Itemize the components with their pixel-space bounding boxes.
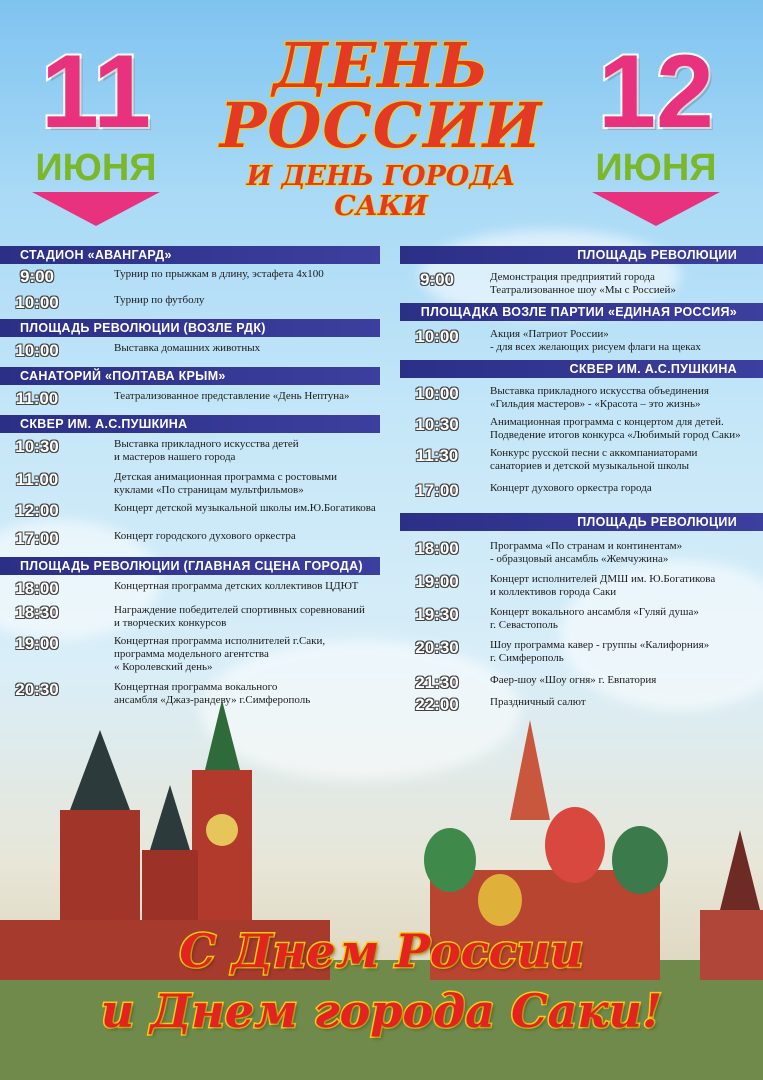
event-time: 10:30 xyxy=(415,415,459,434)
event-row xyxy=(400,327,763,354)
arrow-down-icon xyxy=(32,192,160,226)
event-description xyxy=(474,481,652,495)
event-row xyxy=(400,415,763,442)
event-description xyxy=(74,501,376,515)
title-line-3: И ДЕНЬ ГОРОДА САКИ xyxy=(246,161,516,222)
event-description-line: Выставка домашних животных xyxy=(114,342,261,354)
event-row xyxy=(0,579,380,599)
event-time: 17:00 xyxy=(15,529,59,548)
event-description-line: Праздничный салют xyxy=(490,696,586,708)
event-row xyxy=(400,384,763,411)
venue-header: СТАДИОН «АВАНГАРД» xyxy=(0,246,380,264)
event-time: 10:00 xyxy=(415,327,459,346)
event-description xyxy=(474,605,699,632)
event-description-line: Подведение итогов конкурса «Любимый город Саки» xyxy=(490,429,741,441)
event-time: 19:00 xyxy=(15,634,59,653)
event-description xyxy=(474,572,715,599)
event-time: 18:00 xyxy=(415,539,459,558)
event-description-line: Выставка прикладного искусства объединения xyxy=(490,385,709,397)
event-description xyxy=(74,470,337,497)
event-description-line: - образцовый ансамбль «Жемчужина» xyxy=(490,553,669,565)
event-row xyxy=(0,529,380,549)
venue-header: ПЛОЩАДЬ РЕВОЛЮЦИИ xyxy=(400,513,763,531)
venue-header: СКВЕР ИМ. А.С.ПУШКИНА xyxy=(400,360,763,378)
title-line-2: РОССИИ xyxy=(219,89,543,162)
schedule-right xyxy=(400,246,763,715)
event-description-line: Награждение победителей спортивных соревнований xyxy=(114,604,365,616)
event-description xyxy=(474,446,697,473)
event-description-line: куклами «По страницам мультфильмов» xyxy=(114,484,304,496)
event-row xyxy=(0,437,380,464)
date-right xyxy=(586,34,726,226)
event-description-line: Демонстрация предприятий города xyxy=(490,271,655,283)
event-time: 19:00 xyxy=(415,572,459,591)
event-row xyxy=(400,572,763,599)
event-description xyxy=(474,415,741,442)
event-time: 11:00 xyxy=(15,470,59,489)
event-description-line: «Гильдия мастеров» - «Красота – это жизнь» xyxy=(490,398,701,410)
event-description-line: и коллективов города Саки xyxy=(490,586,617,598)
event-row xyxy=(0,634,380,674)
event-row xyxy=(400,481,763,501)
event-description-line: Театрализованное представление «День Нептуна» xyxy=(114,390,350,402)
event-time: 17:00 xyxy=(415,481,459,500)
event-time: 11:30 xyxy=(415,446,459,465)
event-row xyxy=(0,680,380,707)
event-row xyxy=(400,638,763,665)
venue-header: СКВЕР ИМ. А.С.ПУШКИНА xyxy=(0,415,380,433)
event-description-line: ансамбля «Джаз-рандеву» г.Симферополь xyxy=(114,694,311,706)
venue-header: ПЛОЩАДКА ВОЗЛЕ ПАРТИИ «ЕДИНАЯ РОССИЯ» xyxy=(400,303,763,321)
event-time: 10:30 xyxy=(15,437,59,456)
event-description-line: Концерт исполнителей ДМШ им. Ю.Богатикова xyxy=(490,573,716,585)
event-row xyxy=(400,673,763,693)
event-description xyxy=(474,270,676,297)
title-line-1: ДЕНЬ xyxy=(272,29,490,102)
event-time: 20:30 xyxy=(415,638,459,657)
day-right: 12 xyxy=(598,34,714,150)
event-time: 20:30 xyxy=(15,680,59,699)
schedule-left xyxy=(0,246,380,707)
event-description-line: Концерт духового оркестра города xyxy=(490,482,652,494)
event-description xyxy=(474,695,586,709)
date-left xyxy=(26,34,166,226)
event-description-line: Театрализованное шоу «Мы с Россией» xyxy=(490,284,676,296)
day-left: 11 xyxy=(41,34,151,150)
event-row xyxy=(0,389,380,409)
event-time: 22:00 xyxy=(415,695,459,714)
event-description-line: Программа «По странам и континентам» xyxy=(490,540,683,552)
event-description-line: Концерт городского духового оркестра xyxy=(114,530,296,542)
event-description-line: Выставка прикладного искусства детей xyxy=(114,438,299,450)
event-description-line: Конкурс русской песни с аккомпаниаторами xyxy=(490,447,698,459)
event-time: 18:00 xyxy=(15,579,59,598)
event-row xyxy=(400,605,763,632)
event-time: 12:00 xyxy=(15,501,59,520)
event-description xyxy=(74,634,325,674)
event-row xyxy=(0,470,380,497)
event-time: 11:00 xyxy=(15,389,59,408)
event-description-line: Детская анимационная программа с ростовыми xyxy=(114,471,338,483)
event-description-line: Акция «Патриот России» xyxy=(490,328,609,340)
venue-header: САНАТОРИЙ «ПОЛТАВА КРЫМ» xyxy=(0,367,380,385)
event-description xyxy=(74,680,310,707)
event-description xyxy=(474,638,709,665)
event-description-line: Шоу программа кавер - группы «Калифорния» xyxy=(490,639,710,651)
event-description-line: Турнир по прыжкам в длину, эстафета 4х100 xyxy=(114,268,324,280)
event-description-line: г. Севастополь xyxy=(490,619,558,631)
event-description-line: Концертная программа вокального xyxy=(114,681,278,693)
event-description-line: Анимационная программа с концертом для детей. xyxy=(490,416,724,428)
venue-header: ПЛОЩАДЬ РЕВОЛЮЦИИ xyxy=(400,246,763,264)
event-time: 19:30 xyxy=(415,605,459,624)
event-description-line: санаториев и детской музыкальной школы xyxy=(490,460,689,472)
arrow-down-icon xyxy=(592,192,720,226)
event-description xyxy=(74,389,350,403)
event-time: 10:00 xyxy=(15,293,59,312)
event-row xyxy=(0,267,380,287)
event-description xyxy=(74,529,296,543)
month-right: ИЮНЯ xyxy=(595,147,717,189)
event-time: 21:30 xyxy=(415,673,459,692)
event-description-line: Турнир по футболу xyxy=(114,294,205,306)
page-title xyxy=(196,29,566,222)
greeting-line-2: и Днем города Саки! xyxy=(100,984,663,1038)
event-description-line: Концерт детской музыкальной школы им.Ю.Богатикова xyxy=(114,502,376,514)
event-description-line: Концертная программа детских коллективов ЦДЮТ xyxy=(114,580,359,592)
event-description-line: и мастеров нашего города xyxy=(114,451,236,463)
event-description-line: и творческих конкурсов xyxy=(114,617,227,629)
event-row xyxy=(400,446,763,473)
event-description-line: Концертная программа исполнителей г.Саки, xyxy=(114,635,326,647)
event-row xyxy=(0,341,380,361)
event-description xyxy=(74,267,324,281)
event-description xyxy=(474,384,709,411)
event-description xyxy=(474,539,682,566)
event-description xyxy=(74,603,365,630)
event-time: 10:00 xyxy=(15,341,59,360)
venue-header: ПЛОЩАДЬ РЕВОЛЮЦИИ (ВОЗЛЕ РДК) xyxy=(0,319,380,337)
event-row xyxy=(400,695,763,715)
event-row xyxy=(400,270,763,297)
month-left: ИЮНЯ xyxy=(35,147,157,189)
event-time: 9:00 xyxy=(19,267,55,286)
event-description xyxy=(74,579,358,593)
event-row xyxy=(0,293,380,313)
event-time: 9:00 xyxy=(419,270,455,289)
event-description-line: Концерт вокального ансамбля «Гуляй душа» xyxy=(490,606,699,618)
event-description-line: г. Симферополь xyxy=(490,652,564,664)
event-description-line: « Королевский день» xyxy=(114,661,213,673)
event-description xyxy=(74,341,260,355)
greeting-line-1: С Днем России xyxy=(179,924,584,978)
event-description xyxy=(74,437,299,464)
event-description-line: программа модельного агентства xyxy=(114,648,269,660)
event-time: 18:30 xyxy=(15,603,59,622)
event-description xyxy=(474,327,701,354)
event-row xyxy=(0,501,380,521)
event-description xyxy=(474,673,656,687)
event-time: 10:00 xyxy=(415,384,459,403)
venue-header: ПЛОЩАДЬ РЕВОЛЮЦИИ (ГЛАВНАЯ СЦЕНА ГОРОДА) xyxy=(0,557,380,575)
event-description xyxy=(74,293,204,307)
event-row xyxy=(0,603,380,630)
event-row xyxy=(400,539,763,566)
event-description-line: Фаер-шоу «Шоу огня» г. Евпатория xyxy=(490,674,657,686)
event-description-line: - для всех желающих рисуем флаги на щеках xyxy=(490,341,701,353)
